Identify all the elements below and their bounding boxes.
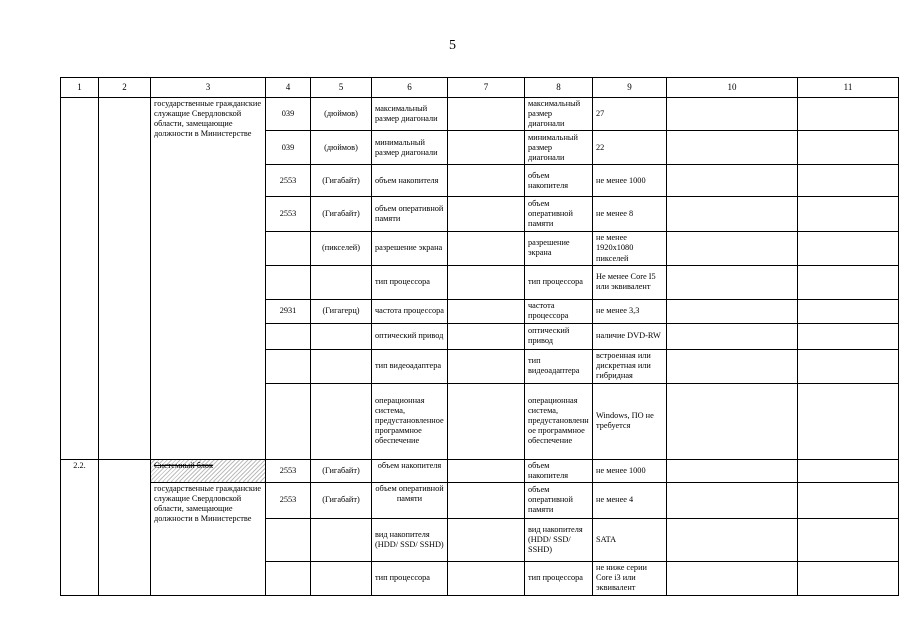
empty-cell — [667, 97, 798, 130]
value-cell — [448, 197, 525, 232]
okei-code-cell: 039 — [266, 97, 311, 130]
table-row — [61, 97, 899, 130]
empty-cell — [798, 131, 899, 165]
requirements-table — [60, 77, 899, 596]
characteristic-cell: тип видеоадаптера — [372, 349, 448, 383]
okei-code-cell — [266, 323, 311, 349]
characteristic-cell: частота процессора — [372, 299, 448, 323]
characteristic-cell: тип процессора — [525, 561, 593, 595]
value-cell — [448, 561, 525, 595]
okei-code-cell: 2553 — [266, 197, 311, 232]
value-cell: наличие DVD-RW — [593, 323, 667, 349]
characteristic-cell: максимальный размер диагонали — [372, 97, 448, 130]
unit-cell: (Гигабайт) — [311, 459, 372, 482]
value-cell: не менее 8 — [593, 197, 667, 232]
empty-cell — [798, 383, 899, 459]
unit-cell: (Гигабайт) — [311, 165, 372, 197]
characteristic-cell: объем накопителя — [372, 165, 448, 197]
header-cell: 7 — [448, 78, 525, 98]
characteristic-cell: тип процессора — [372, 561, 448, 595]
header-cell: 2 — [99, 78, 151, 98]
empty-cell — [667, 518, 798, 561]
item-name-cell: Системный блок — [151, 459, 266, 482]
unit-cell: (дюймов) — [311, 131, 372, 165]
unit-cell — [311, 265, 372, 299]
empty-cell — [798, 165, 899, 197]
characteristic-cell: объем оперативной памяти — [525, 197, 593, 232]
empty-cell — [667, 197, 798, 232]
empty-cell — [798, 323, 899, 349]
characteristic-cell: объем накопителя — [525, 459, 593, 482]
okei-code-cell: 2553 — [266, 165, 311, 197]
empty-cell — [667, 299, 798, 323]
employee-category-cell: государственные гражданские служащие Свердловской области, замещающие должности в Министерстве — [151, 97, 266, 459]
okei-code-cell: 2553 — [266, 482, 311, 518]
value-cell — [448, 383, 525, 459]
value-cell: не менее 1000 — [593, 165, 667, 197]
empty-cell — [667, 323, 798, 349]
item-number-cell: 2.2. — [61, 459, 99, 595]
value-cell — [448, 165, 525, 197]
okei-code-cell — [266, 561, 311, 595]
value-cell: Windows, ПО не требуется — [593, 383, 667, 459]
characteristic-cell: вид накопителя (HDD/ SSD/ SSHD) — [372, 518, 448, 561]
value-cell — [448, 131, 525, 165]
empty-cell — [667, 459, 798, 482]
empty-cell — [798, 97, 899, 130]
header-cell: 5 — [311, 78, 372, 98]
characteristic-cell: оптический привод — [372, 323, 448, 349]
value-cell — [448, 232, 525, 265]
table-row — [61, 459, 899, 482]
empty-cell — [667, 482, 798, 518]
characteristic-cell: минимальный размер диагонали — [525, 131, 593, 165]
header-cell: 8 — [525, 78, 593, 98]
empty-cell — [798, 299, 899, 323]
characteristic-cell: разрешение экрана — [525, 232, 593, 265]
value-cell — [448, 323, 525, 349]
empty-cell — [798, 561, 899, 595]
value-cell: встроенная или дискретная или гибридная — [593, 349, 667, 383]
empty-cell — [99, 459, 151, 595]
page-number: 5 — [449, 38, 456, 53]
unit-cell: (Гигагерц) — [311, 299, 372, 323]
characteristic-cell: объем оперативной памяти — [525, 482, 593, 518]
empty-cell — [798, 265, 899, 299]
value-cell — [448, 97, 525, 130]
empty-cell — [667, 232, 798, 265]
empty-cell — [798, 349, 899, 383]
header-cell: 1 — [61, 78, 99, 98]
empty-cell — [667, 561, 798, 595]
value-cell: не менее 1000 — [593, 459, 667, 482]
value-cell — [448, 518, 525, 561]
empty-cell — [667, 383, 798, 459]
header-cell: 11 — [798, 78, 899, 98]
characteristic-cell: объем накопителя — [372, 459, 448, 482]
value-cell: не менее 4 — [593, 482, 667, 518]
value-cell: SATA — [593, 518, 667, 561]
characteristic-cell: разрешение экрана — [372, 232, 448, 265]
value-cell: 27 — [593, 97, 667, 130]
table-row — [61, 482, 899, 518]
okei-code-cell — [266, 518, 311, 561]
header-cell: 10 — [667, 78, 798, 98]
empty-cell — [667, 165, 798, 197]
empty-cell — [667, 265, 798, 299]
empty-cell — [798, 232, 899, 265]
characteristic-cell: минимальный размер диагонали — [372, 131, 448, 165]
empty-cell — [798, 482, 899, 518]
value-cell: Не менее Core I5 или эквивалент — [593, 265, 667, 299]
value-cell — [448, 265, 525, 299]
unit-cell: (пикселей) — [311, 232, 372, 265]
value-cell: не менее 1920x1080 пикселей — [593, 232, 667, 265]
characteristic-cell: вид накопителя (HDD/ SSD/ SSHD) — [525, 518, 593, 561]
item-number-cell — [61, 97, 99, 459]
empty-cell — [798, 459, 899, 482]
characteristic-cell: тип видеоадаптера — [525, 349, 593, 383]
unit-cell: (Гигабайт) — [311, 482, 372, 518]
value-cell — [448, 482, 525, 518]
characteristic-cell: частота процессора — [525, 299, 593, 323]
header-cell: 6 — [372, 78, 448, 98]
unit-cell — [311, 383, 372, 459]
characteristic-cell: тип процессора — [525, 265, 593, 299]
empty-cell — [798, 518, 899, 561]
characteristic-cell: объем накопителя — [525, 165, 593, 197]
empty-cell — [798, 197, 899, 232]
header-row — [61, 78, 899, 98]
okei-code-cell: 2931 — [266, 299, 311, 323]
empty-cell — [99, 97, 151, 459]
characteristic-cell: оптический привод — [525, 323, 593, 349]
value-cell: не ниже серии Core i3 или эквивалент — [593, 561, 667, 595]
okei-code-cell — [266, 383, 311, 459]
okei-code-cell — [266, 349, 311, 383]
empty-cell — [667, 131, 798, 165]
value-cell — [448, 459, 525, 482]
value-cell: не менее 3,3 — [593, 299, 667, 323]
characteristic-cell: объем оперативной памяти — [372, 197, 448, 232]
characteristic-cell: объем оперативной памяти — [372, 482, 448, 518]
okei-code-cell: 2553 — [266, 459, 311, 482]
employee-category-cell: государственные гражданские служащие Свердловской области, замещающие должности в Министерстве — [151, 482, 266, 595]
okei-code-cell — [266, 232, 311, 265]
value-cell — [448, 299, 525, 323]
header-cell: 3 — [151, 78, 266, 98]
unit-cell — [311, 349, 372, 383]
header-cell: 9 — [593, 78, 667, 98]
unit-cell — [311, 323, 372, 349]
characteristic-cell: операционная система, предустановленное программное обеспечение — [525, 383, 593, 459]
characteristic-cell: тип процессора — [372, 265, 448, 299]
unit-cell — [311, 518, 372, 561]
okei-code-cell — [266, 265, 311, 299]
okei-code-cell: 039 — [266, 131, 311, 165]
characteristic-cell: максимальный размер диагонали — [525, 97, 593, 130]
value-cell: 22 — [593, 131, 667, 165]
unit-cell: (Гигабайт) — [311, 197, 372, 232]
header-cell: 4 — [266, 78, 311, 98]
value-cell — [448, 349, 525, 383]
characteristic-cell: операционная система, предустановленное программное обеспечение — [372, 383, 448, 459]
unit-cell — [311, 561, 372, 595]
unit-cell: (дюймов) — [311, 97, 372, 130]
empty-cell — [667, 349, 798, 383]
